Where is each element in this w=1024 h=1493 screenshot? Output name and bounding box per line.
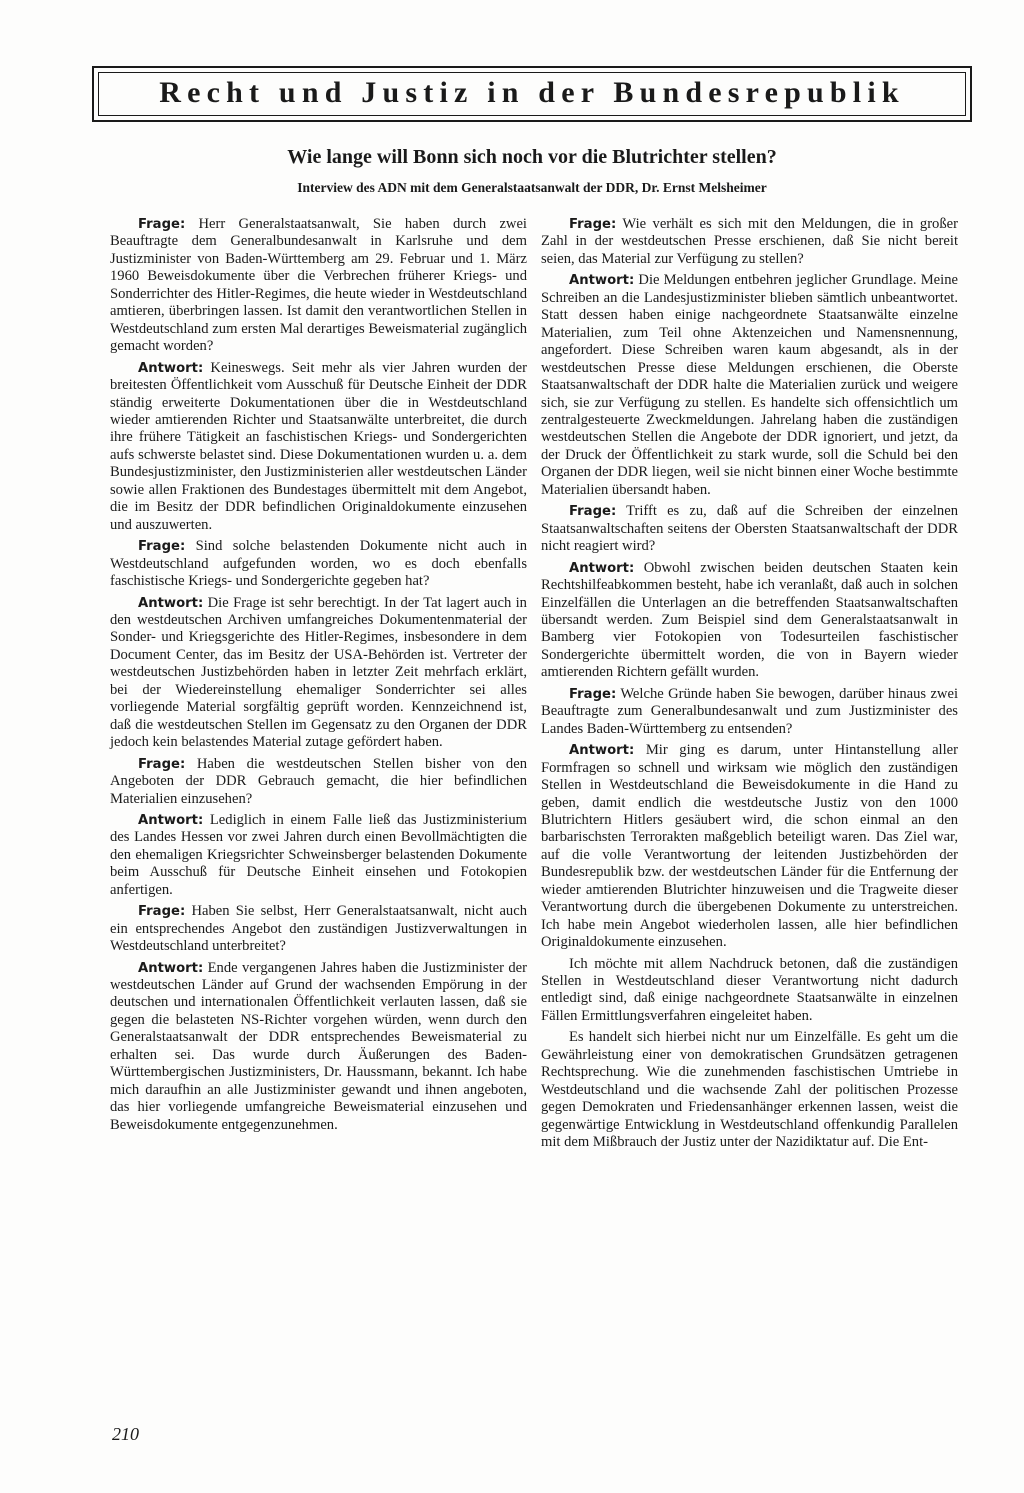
article-headline: Wie lange will Bonn sich noch vor die Blutrichter stellen? — [287, 146, 777, 168]
paragraph — [110, 595, 527, 752]
paragraph-text: Mir ging es darum, unter Hintanstellung aller Formfragen so schnell und wirksam wie möglich den zuständigen Stellen in Westdeutschland die Beweisdokumente in die Hand zu geben, damit endlich die westdeutsche Justiz von den 1000 Blutrichtern Hitlers gesäubert wird, die schon einmal an den barbarischsten Terrorakten maßgeblich beteiligt waren. Das Ziel war, auf die volle Verantwortung der leitenden Justizbehörden der Bundesrepublik bzw. der westdeutschen Länder für die Entfernung der wieder amtierenden Blutrichter hinzuweisen und die Tragweite dieser Verantwortung durch die übergebenen Dokumente zu unterstreichen. Ich habe mein Angebot wiederholen lassen, alle hier befindlichen Originaldokumente einzusehen. — [541, 742, 958, 951]
speaker-label: Antwort: — [569, 560, 635, 576]
speaker-label: Antwort: — [138, 960, 204, 976]
paragraph — [541, 1029, 958, 1151]
paragraph-text: Es handelt sich hierbei nicht nur um Einzelfälle. Es geht um die Gewährleistung einer von demokratischen Grundsätzen getragenen Rechtsprechung. Wie die zunehmenden faschistischen Umtriebe in Westdeutschland und die wachsende Zahl der politischen Prozesse gegen Demokraten und Friedensanhänger erkennen lassen, weist die gegenwärtige Entwicklung in Westdeutschland offenkundig Parallelen mit dem Mißbrauch der Justiz unter der Nazidiktatur auf. Die Ent- — [541, 1029, 958, 1151]
paragraph — [110, 360, 527, 535]
paragraph-text: Trifft es zu, daß auf die Schreiben der einzelnen Staatsanwaltschaften seitens der Obersten Staatsanwaltschaft der DDR nicht reagiert wird? — [541, 503, 958, 555]
paragraph — [110, 538, 527, 590]
speaker-label: Frage: — [138, 904, 186, 920]
paragraph — [541, 560, 958, 682]
paragraph — [110, 960, 527, 1135]
speaker-label: Antwort: — [138, 360, 204, 376]
speaker-label: Antwort: — [138, 595, 204, 611]
paragraph-text: Die Frage ist sehr berechtigt. In der Tat lagert auch in den westdeutschen Archiven umfangreiches Dokumentenmaterial der Sonder- und Kriegsgerichte des Hitler-Regimes, insbesondere in dem Document Center, das im Besitz der USA-Behörden ist. Vertreter der westdeutschen Justizbehörden haben in letzter Zeit mehrfach erklärt, bei der Wiedereinstellung ehemaliger Sonderrichter sei alles vorliegende Material sorgfältig geprüft worden. Kennzeichnend ist, daß die westdeutschen Stellen im Gegensatz zu den Organen der DDR jedoch kein belastendes Material zutage gefördert haben. — [110, 594, 527, 751]
paragraph — [541, 272, 958, 499]
paragraph — [110, 903, 527, 955]
speaker-label: Frage: — [138, 756, 186, 772]
speaker-label: Frage: — [569, 504, 617, 520]
article-subheadline: Interview des ADN mit dem Generalstaatsanwalt der DDR, Dr. Ernst Melsheimer — [297, 180, 767, 195]
paragraph-text: Haben die westdeutschen Stellen bisher von den Angeboten der DDR Gebrauch gemacht, die hier befindlichen Materialien einzusehen? — [110, 755, 527, 807]
paragraph-text: Lediglich in einem Falle ließ das Justizministerium des Landes Hessen vor zwei Jahren durch einen Bevollmächtigten die den ehemaligen Kriegsrichter Schweinsberger belastenden Dokumente beim Ausschuß für Deutsche Einheit einsehen und Fotokopien anfertigen. — [110, 811, 527, 898]
paragraph-text: Herr Generalstaatsanwalt, Sie haben durch zwei Beauftragte dem Generalbundesanwalt in Karlsruhe und dem Justizminister von Baden-Württemberg am 29. Februar und 1. März 1960 Beweisdokumente über die Verbrechen früherer Kriegs- und Sonderrichter des Hitler-Regimes, die heute wieder in Westdeutschland amtieren, überbringen lassen. Ist damit den verantwortlichen Stellen in Westdeutschland zum ersten Mal derartiges Beweismaterial zugänglich gemacht worden? — [110, 216, 527, 355]
paragraph-text: Welche Gründe haben Sie bewogen, darüber hinaus zwei Beauftragte zum Generalbundesanwalt und zum Justizminister des Landes Baden-Württemberg zu entsenden? — [541, 685, 958, 737]
paragraph — [541, 503, 958, 555]
paragraph-text: Ende vergangenen Jahres haben die Justizminister der westdeutschen Länder auf Grund der wachsenden Empörung in der deutschen und internationalen Öffentlichkeit verlauten lassen, daß sie gegen die belasteten NS-Richter vorgehen würden, wenn durch den Generalstaatsanwalt der DDR entsprechendes Beweismaterial zu erhalten sei. Das wurde durch Äußerungen des Baden-Württembergischen Justizministers, Dr. Haussmann, bekannt. Ich habe mich daraufhin an alle Justizminister gewandt und ihnen angeboten, das hier vorliegende umfangreiche Beweismaterial einzusehen und Beweisdokumente entgegenzunehmen. — [110, 959, 528, 1133]
paragraph — [110, 216, 527, 356]
section-title: Recht und Justiz in der Bundesrepublik — [159, 76, 905, 109]
speaker-label: Antwort: — [138, 812, 204, 828]
paragraph-text: Ich möchte mit allem Nachdruck betonen, daß die zuständigen Stellen in Westdeutschland dieser Verantwortung nicht dadurch entledigt sind, daß einige nachgeordnete Staatsanwälte in einzelnen Fällen Ermittlungsverfahren eingeleitet haben. — [541, 955, 958, 1024]
paragraph-text: Die Meldungen entbehren jeglicher Grundlage. Meine Schreiben an die Landesjustizminister blieben sämtlich unbeantwortet. Statt dessen haben einige nachgeordnete Staatsanwälte einzelne Materialien, zum Teil ohne Aktenzeichen und Namensnennung, angefordert. Diese Schreiben waren kaum abgesandt, als in der westdeutschen Presse diese Meldungen erschienen, die Oberste Staatsanwaltschaft der DDR halte die Materialien zurück und weigere sich, sie zur Verfügung zu stellen. Es handelte sich offensichtlich um zentralgesteuerte Zweckmeldungen. Jahrelang haben die zuständigen westdeutschen Stellen die Angebote der DDR ignoriert, und jetzt, da der Druck der Öffentlichkeit zu stark wurde, soll die Schuld bei den Organen der DDR liegen, weil sie nicht binnen einer Woche bestimmte Materialien übersandt haben. — [541, 272, 958, 498]
paragraph — [541, 216, 958, 268]
left-column — [110, 216, 527, 1138]
speaker-label: Frage: — [138, 217, 186, 232]
section-banner — [92, 66, 972, 122]
paragraph-text: Haben Sie selbst, Herr Generalstaatsanwalt, nicht auch ein entsprechendes Angebot den zuständigen Justizverwaltungen in Westdeutschland unterbreitet? — [110, 903, 527, 955]
paragraph — [541, 742, 958, 951]
paragraph — [541, 686, 958, 738]
page-number: 210 — [112, 1424, 139, 1444]
right-column — [541, 216, 958, 1156]
speaker-label: Antwort: — [569, 743, 635, 759]
speaker-label: Frage: — [138, 539, 186, 555]
paragraph — [541, 956, 958, 1026]
speaker-label: Frage: — [569, 686, 617, 702]
paragraph-text: Obwohl zwischen beiden deutschen Staaten kein Rechtshilfeabkommen besteht, habe ich veranlaßt, daß auch in solchen Einzelfällen die Unterlagen an die betreffenden Staatsanwaltschaften übersandt werden. Zum Beispiel sind dem Generalstaatsanwalt in Bamberg vier Fotokopien von Todesurteilen faschistischer Sondergerichte übermittelt worden, die von in Bayern wieder amtierenden Richtern gefällt wurden. — [541, 559, 958, 681]
paragraph — [110, 756, 527, 808]
speaker-label: Antwort: — [569, 273, 635, 289]
paragraph-text: Wie verhält es sich mit den Meldungen, die in großer Zahl in der westdeutschen Presse erschienen, daß Sie nicht bereit seien, das Material zur Verfügung zu stellen? — [541, 216, 958, 267]
paragraph-text: Keineswegs. Seit mehr als vier Jahren wurden der breitesten Öffentlichkeit vom Ausschuß für Deutsche Einheit der DDR ständig erweiterte Dokumentationen über die in Westdeutschland wieder amtierenden Richter und Staatsanwälte unterbreitet, die durch ihre frühere Tätigkeit an faschistischen Kriegs- und Sondergerichten aufs schwerste belastet sind. Diese Dokumentationen wurden u. a. dem Bundesjustizminister, den Justizministerien aller westdeutschen Länder sowie allen Fraktionen des Bundestages übermittelt mit dem Angebot, die im Besitz der DDR befindlichen Originaldokumente einzusehen und auszuwerten. — [110, 359, 527, 533]
paragraph — [110, 812, 527, 899]
speaker-label: Frage: — [569, 217, 617, 232]
paragraph-text: Sind solche belastenden Dokumente nicht auch in Westdeutschland aufgefunden worden, wo es doch ebenfalls faschistische Kriegs- und Sondergerichte gegeben hat? — [110, 538, 527, 590]
